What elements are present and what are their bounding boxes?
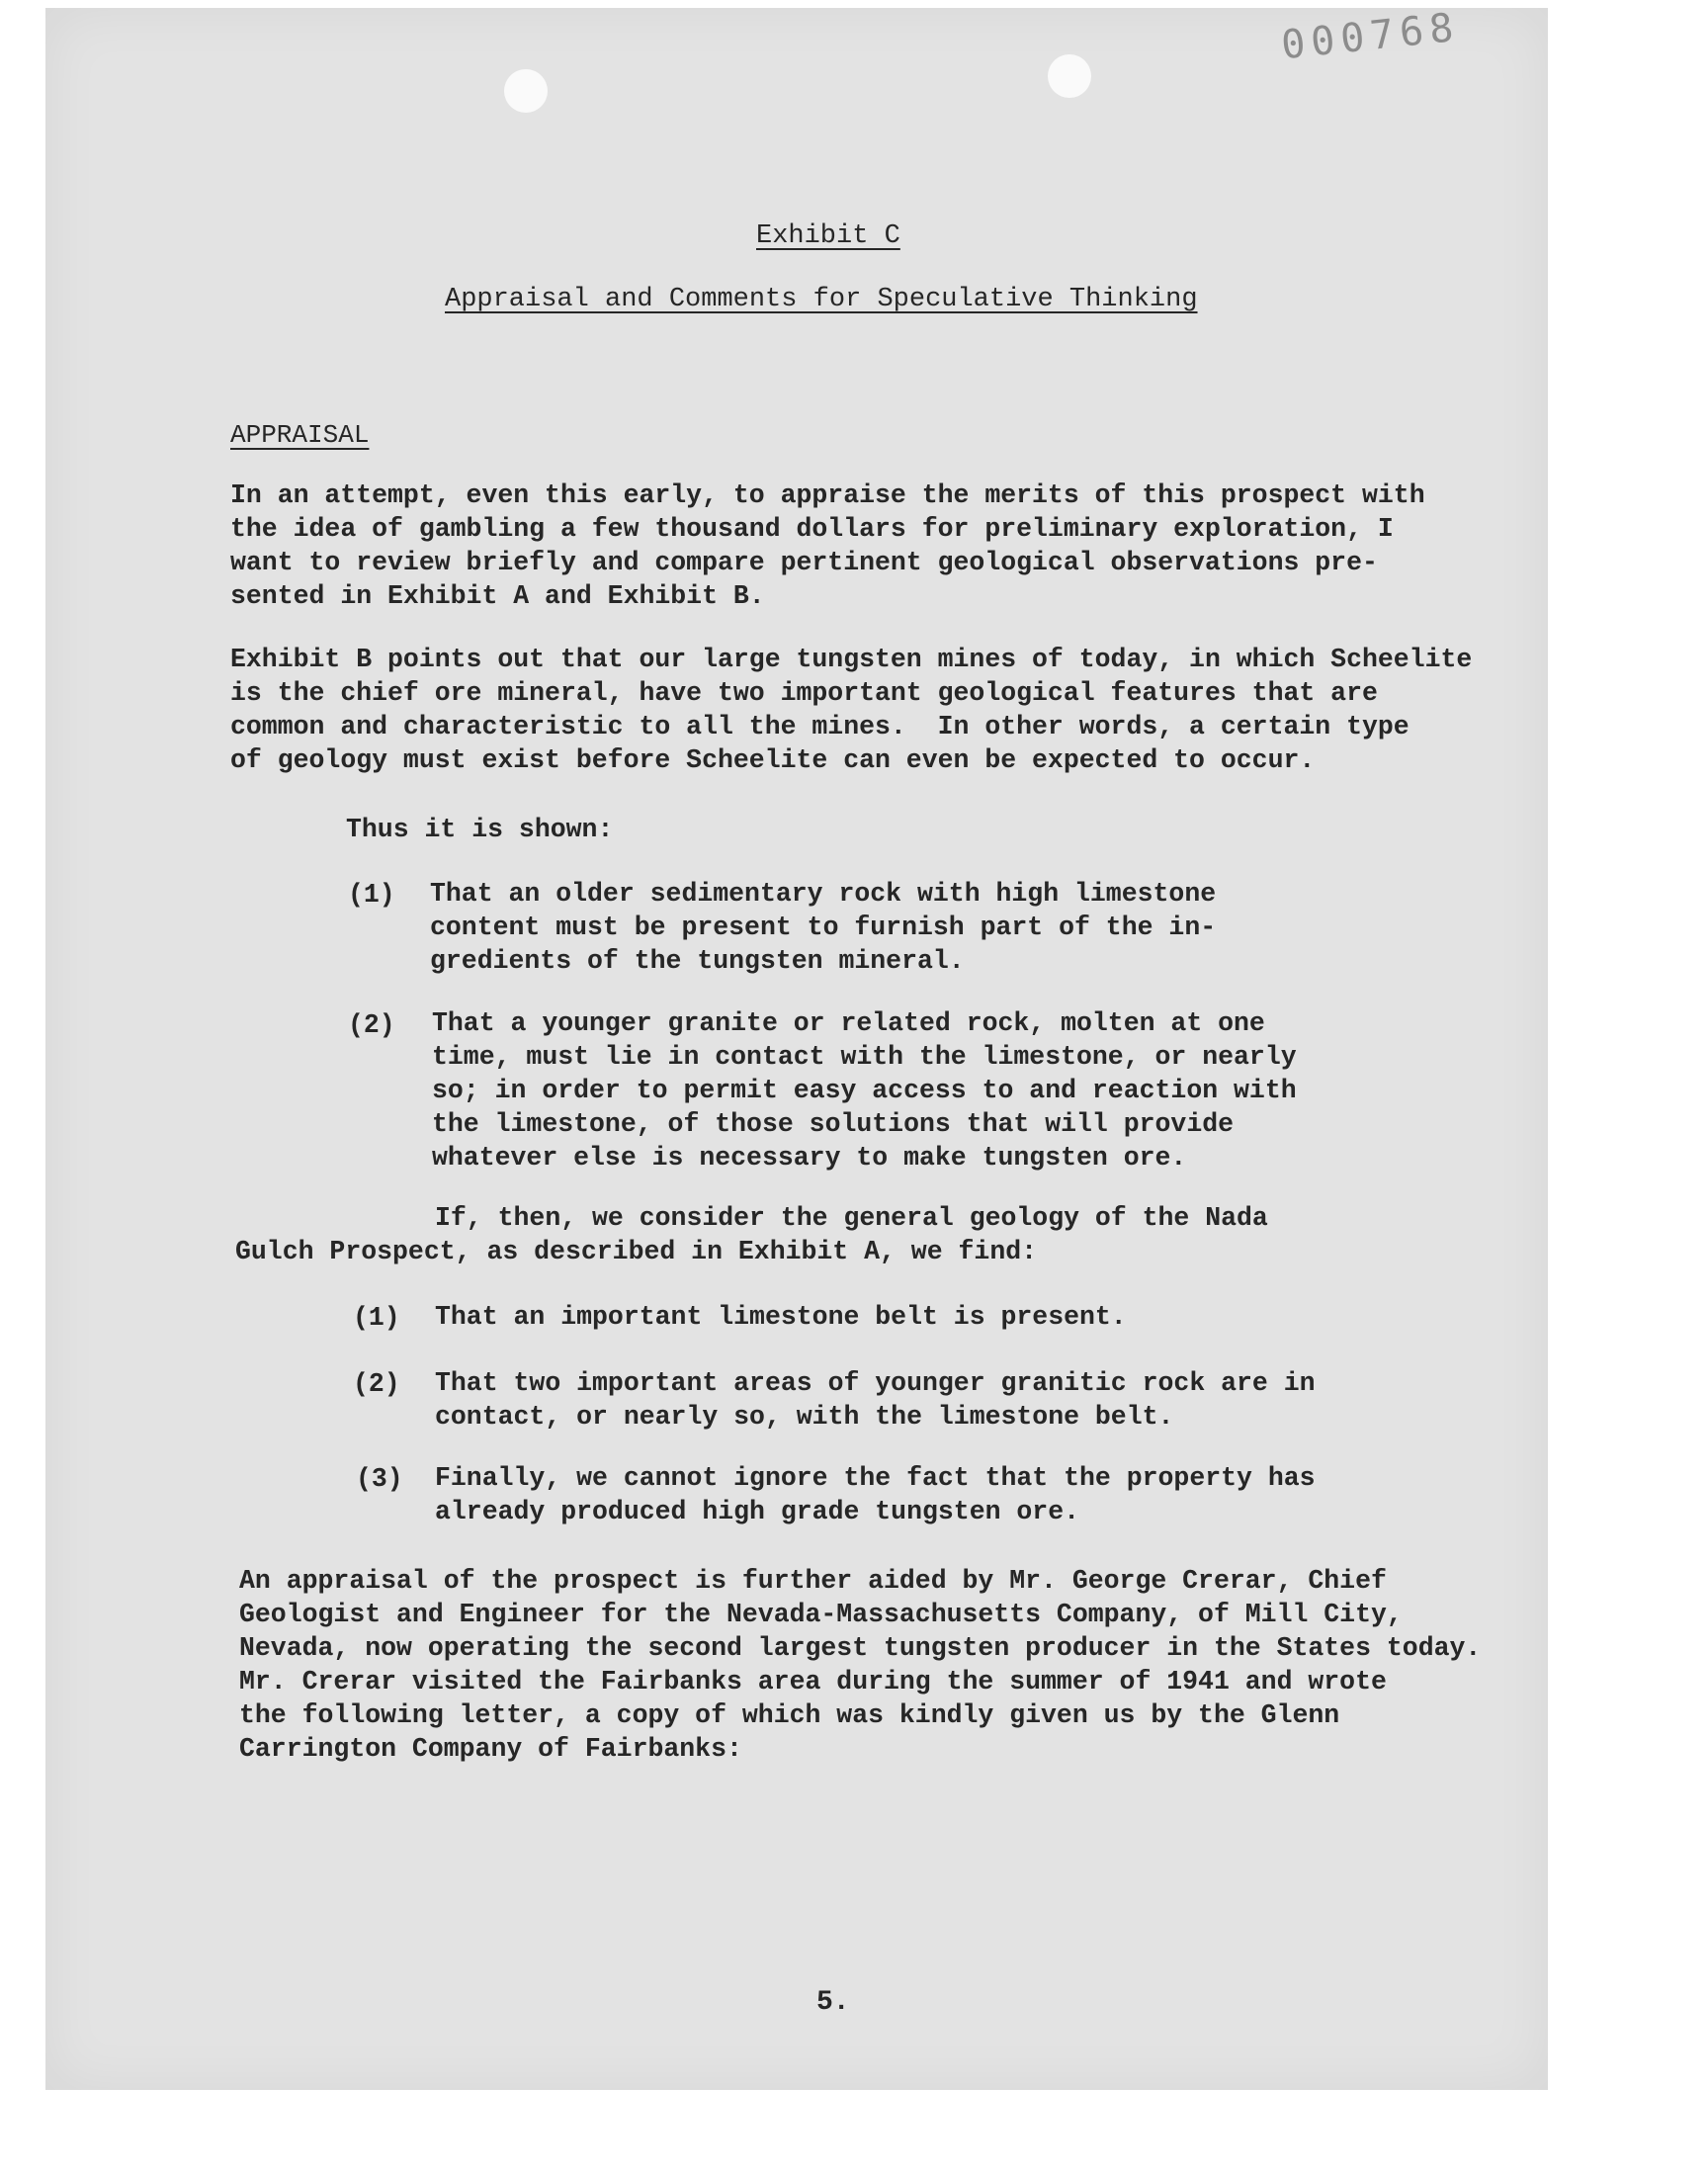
list-1-item-1-line: That an older sedimentary rock with high limestone [430,879,1217,909]
paragraph-4-line: the following letter, a copy of which was kindly given us by the Glenn [239,1700,1340,1730]
list-1-item-1-number: (1) [348,880,395,910]
page-number: 5. [816,1987,850,2018]
list-2-item-3-line: Finally, we cannot ignore the fact that the property has [435,1463,1316,1493]
list-2-item-1-number: (1) [353,1303,400,1333]
list-2-item-2-line: That two important areas of younger granitic rock are in [435,1368,1316,1398]
punch-hole-right [1048,54,1091,98]
paragraph-3-line: Gulch Prospect, as described in Exhibit A, we find: [235,1237,1038,1266]
paragraph-2-line: Exhibit B points out that our large tungsten mines of today, in which Scheelite [230,645,1473,674]
paragraph-4-line: Geologist and Engineer for the Nevada-Massachusetts Company, of Mill City, [239,1600,1403,1629]
list-2-item-3-line: already produced high grade tungsten ore. [435,1497,1080,1526]
punch-hole-left [504,69,548,113]
list-1-item-2-line: time, must lie in contact with the limestone, or nearly [432,1042,1297,1072]
paragraph-4-line: Carrington Company of Fairbanks: [239,1734,742,1764]
paragraph-1-line: In an attempt, even this early, to appraise the merits of this prospect with [230,480,1425,510]
list-2-item-2-number: (2) [353,1369,400,1399]
exhibit-title: Exhibit C [756,221,900,251]
list-2-item-1-line: That an important limestone belt is present. [435,1302,1127,1332]
paragraph-1-line: the idea of gambling a few thousand dollars for preliminary exploration, I [230,514,1394,544]
paragraph-2-line: of geology must exist before Scheelite can even be expected to occur. [230,745,1316,775]
paragraph-2-line: common and characteristic to all the mines. In other words, a certain type [230,712,1409,741]
list-1-item-1-line: gredients of the tungsten mineral. [430,946,965,976]
paragraph-4-line: Nevada, now operating the second largest tungsten producer in the States today. [239,1633,1482,1663]
paragraph-3-line: If, then, we consider the general geology of the Nada [435,1203,1268,1233]
paragraph-2-line: is the chief ore mineral, have two important geological features that are [230,678,1378,708]
paragraph-4-line: Mr. Crerar visited the Fairbanks area during the summer of 1941 and wrote [239,1667,1387,1696]
list-2-item-2-line: contact, or nearly so, with the limestone belt. [435,1402,1174,1432]
paragraph-1-line: sented in Exhibit A and Exhibit B. [230,581,765,611]
document-stamp-number: 000768 [1279,4,1462,69]
paragraph-1-line: want to review briefly and compare pertinent geological observations pre- [230,548,1378,577]
paragraph-4-line: An appraisal of the prospect is further aided by Mr. George Crerar, Chief [239,1566,1387,1596]
list-1-item-2-line: so; in order to permit easy access to and reaction with [432,1076,1297,1105]
list-1-item-2-number: (2) [348,1010,395,1040]
document-subtitle: Appraisal and Comments for Speculative Thinking [445,285,1198,314]
list-1-item-1-line: content must be present to furnish part of the in- [430,913,1217,942]
section-heading-appraisal: APPRAISAL [230,420,370,450]
list-1-item-2-line: the limestone, of those solutions that will provide [432,1109,1235,1139]
list-2-item-3-number: (3) [356,1464,403,1494]
thus-line: Thus it is shown: [346,815,614,844]
list-1-item-2-line: whatever else is necessary to make tungsten ore. [432,1143,1187,1173]
list-1-item-2-line: That a younger granite or related rock, molten at one [432,1008,1265,1038]
